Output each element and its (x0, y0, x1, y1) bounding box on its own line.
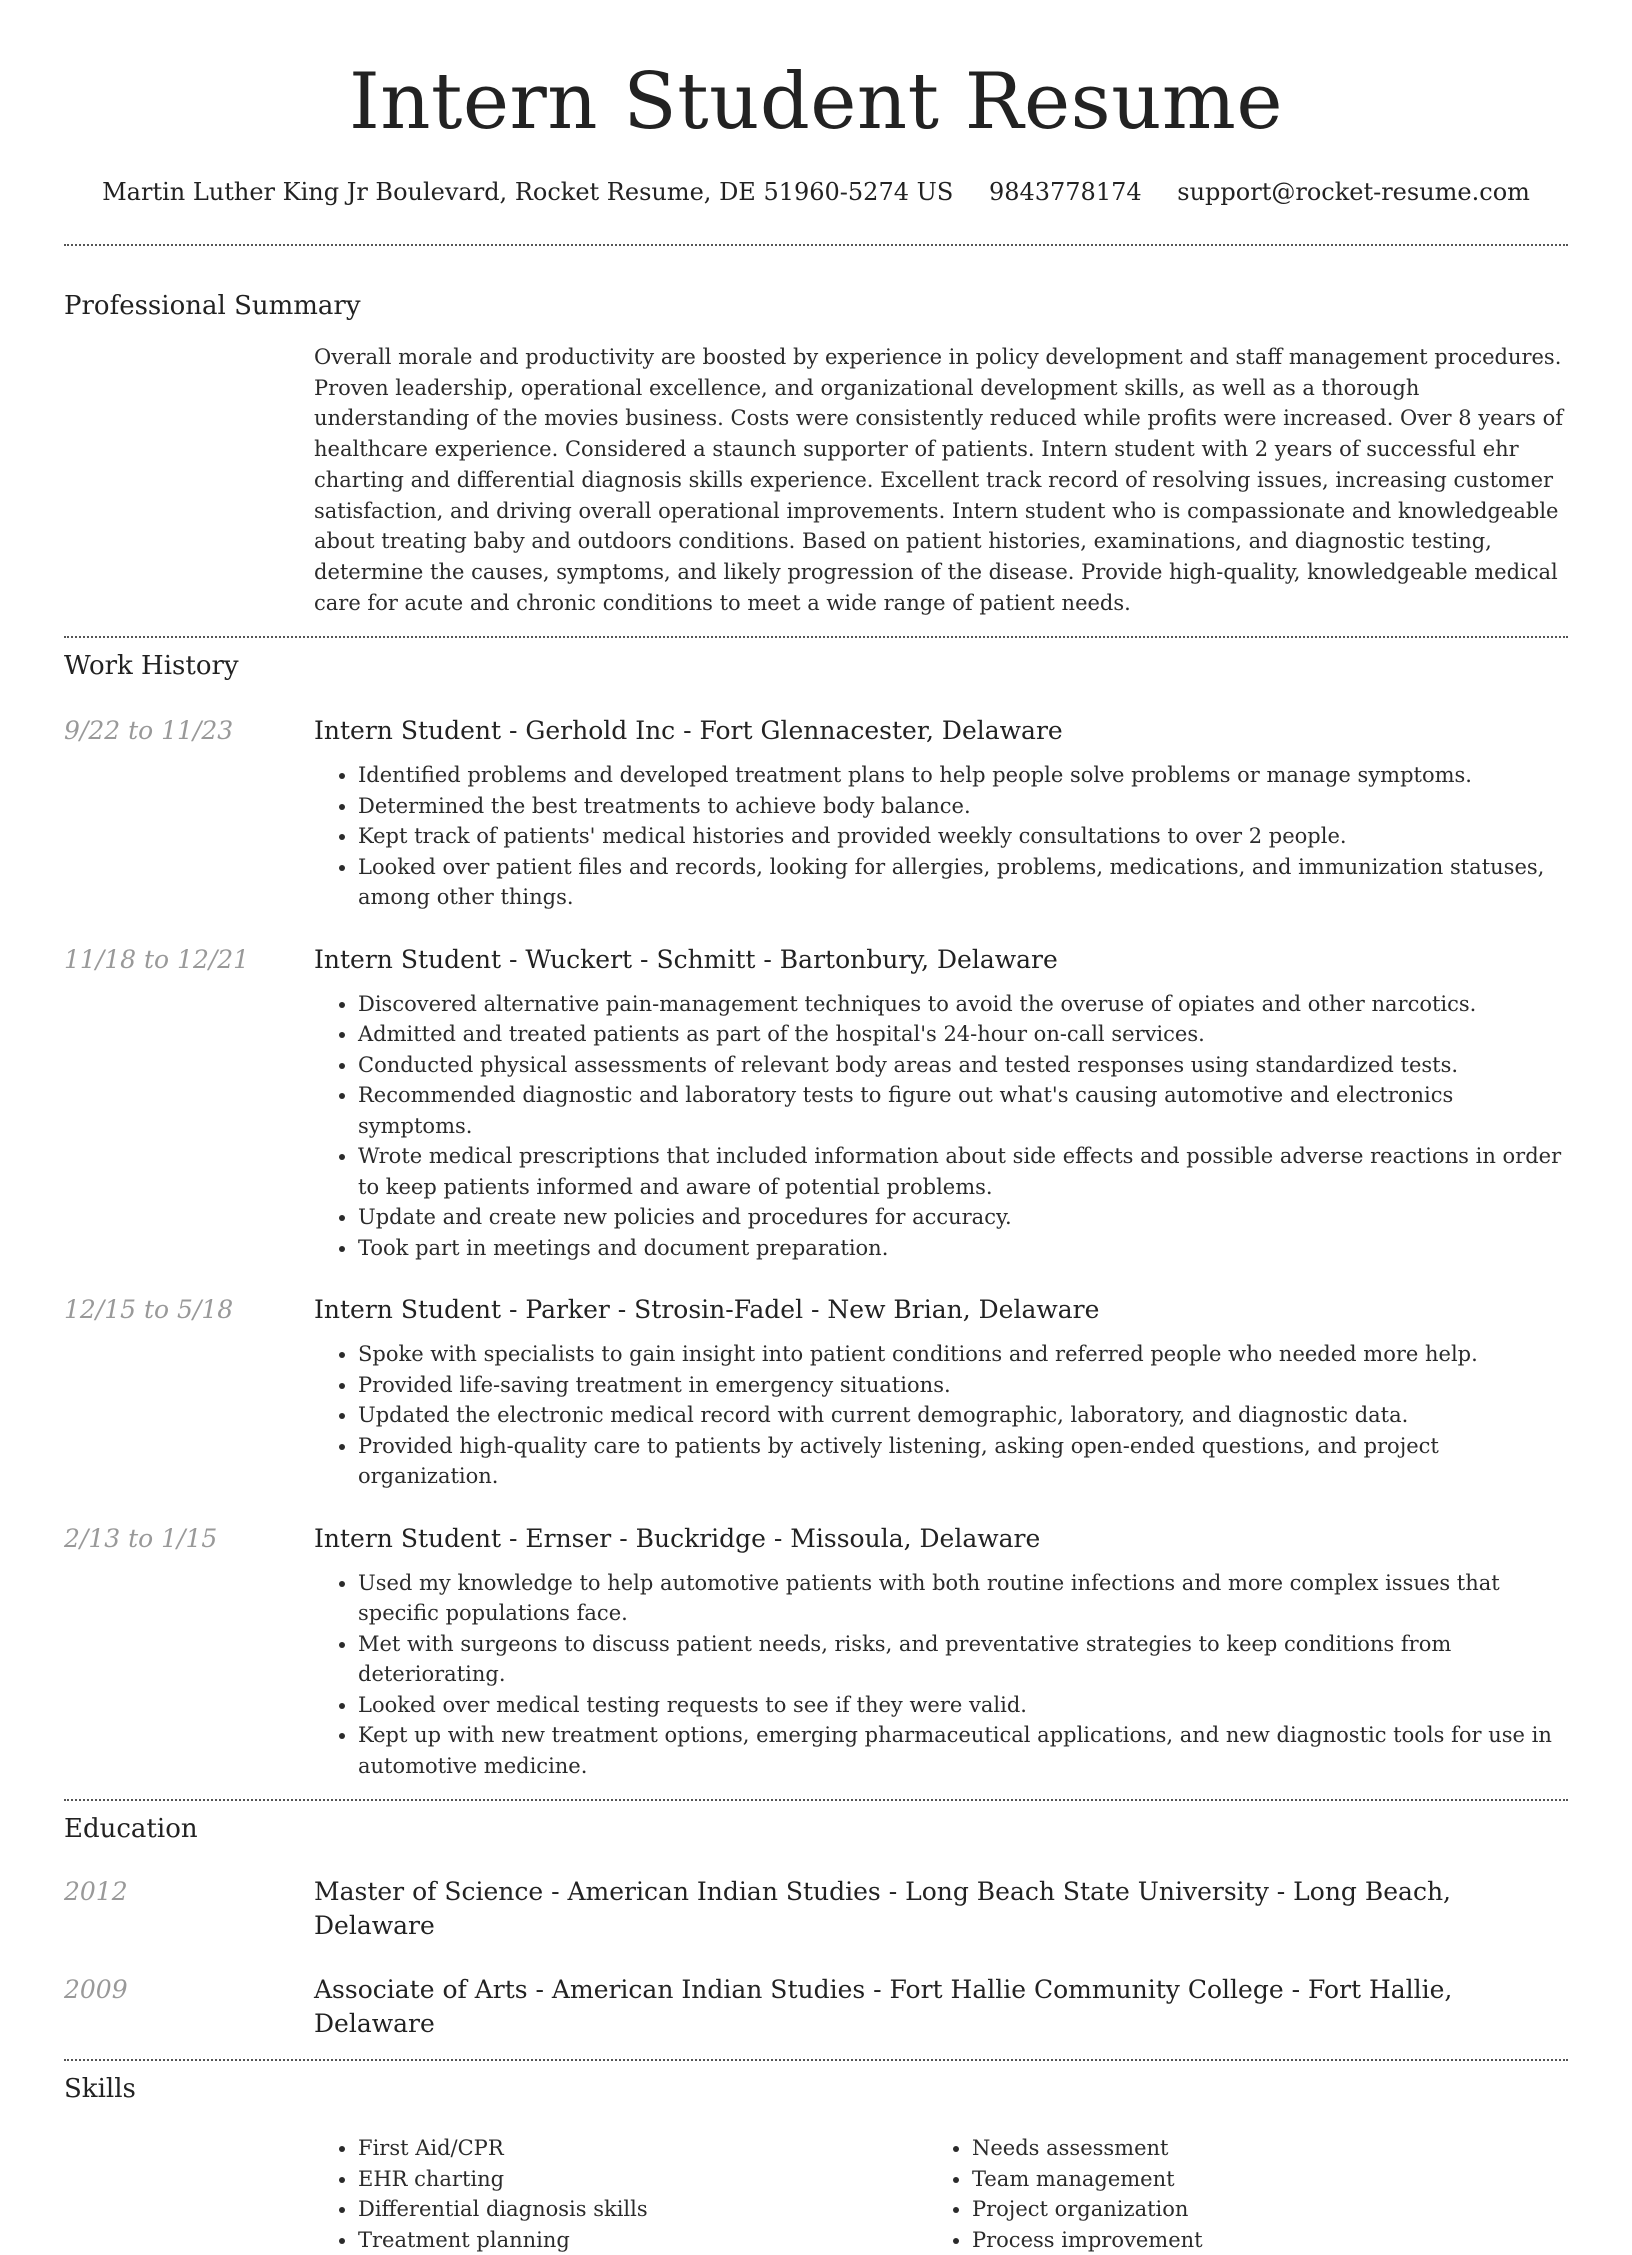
job-bullets (314, 1339, 1568, 1492)
job-bullet: • Wrote medical prescriptions that included information about side effects and possible adverse reactions in order to keep patients informed and aware of potential problems. (358, 1141, 1568, 1202)
education-divider (64, 2059, 1568, 2061)
skill-item: • Differential diagnosis skills (358, 2194, 928, 2225)
job-title: Intern Student - Wuckert - Schmitt - Bartonbury, Delaware (314, 944, 1058, 974)
job-entry (64, 1522, 1568, 1782)
job-bullet: • Kept track of patients' medical histories and provided weekly consultations to over 2 people. (358, 821, 1568, 852)
job-header (64, 1293, 1568, 1327)
education-heading: Education (64, 1814, 198, 1845)
job-bullet: • Provided life-saving treatment in emergency situations. (358, 1370, 1568, 1401)
education-year: 2009 (64, 1975, 128, 2005)
contact-phone: 9843778174 (988, 178, 1142, 206)
job-bullet: • Looked over medical testing requests to see if they were valid. (358, 1690, 1568, 1721)
job-bullet: • Used my knowledge to help automotive patients with both routine infections and more complex issues that specific populations face. (358, 1568, 1568, 1629)
job-bullets (314, 989, 1568, 1264)
education-degree: Master of Science - American Indian Studies - Long Beach State University - Long Beach, Delaware (314, 1877, 1451, 1941)
job-bullets (314, 760, 1568, 913)
summary-heading: Professional Summary (64, 291, 361, 321)
job-bullet: • Provided high-quality care to patients by actively listening, asking open-ended questions, and project organization. (358, 1431, 1568, 1492)
education-entry (64, 1973, 1568, 2041)
job-bullet: • Took part in meetings and document preparation. (358, 1233, 1568, 1264)
job-bullet: • Determined the best treatments to achieve body balance. (358, 791, 1568, 822)
education-degree: Associate of Arts - American Indian Studies - Fort Hallie Community College - Fort Hallie, Delaware (314, 1975, 1453, 2039)
job-entry (64, 943, 1568, 1264)
skills-column-left (314, 2133, 928, 2255)
skills-column-right (928, 2133, 1542, 2255)
skill-item: • First Aid/CPR (358, 2133, 928, 2164)
job-dates: 11/18 to 12/21 (64, 944, 250, 974)
education-year: 2012 (64, 1877, 128, 1907)
job-dates: 9/22 to 11/23 (64, 716, 234, 746)
job-title: Intern Student - Ernser - Buckridge - Missoula, Delaware (314, 1523, 1041, 1553)
job-bullet: • Update and create new policies and procedures for accuracy. (358, 1202, 1568, 1233)
job-bullet: • Identified problems and developed treatment plans to help people solve problems or manage symptoms. (358, 760, 1568, 791)
job-entry (64, 1293, 1568, 1492)
job-header (64, 1522, 1568, 1556)
job-bullet: • Spoke with specialists to gain insight into patient conditions and referred people who needed more help. (358, 1339, 1568, 1370)
job-title: Intern Student - Parker - Strosin-Fadel - New Brian, Delaware (314, 1295, 1100, 1325)
contact-email: support@rocket-resume.com (1177, 178, 1530, 206)
job-bullet: • Updated the electronic medical record with current demographic, laboratory, and diagnostic data. (358, 1400, 1568, 1431)
summary-text: Overall morale and productivity are boosted by experience in policy development and staff management procedures. Proven leadership, operational excellence, and organizational development skills, as well as a thorough understanding of the movies business. Costs were consistently reduced while profits were increased. Over 8 years of healthcare experience. Considered a staunch supporter of patients. Intern student with 2 years of successful ehr charting and differential diagnosis skills experience. Excellent track record of resolving issues, increasing customer satisfaction, and driving overall operational improvements. Intern student who is compassionate and knowledgeable about treating baby and outdoors conditions. Based on patient histories, examinations, and diagnostic testing, determine the causes, symptoms, and likely progression of the disease. Provide high-quality, knowledgeable medical care for acute and chronic conditions to meet a wide range of patient needs. (314, 345, 1564, 615)
job-title: Intern Student - Gerhold Inc - Fort Glennacester, Delaware (314, 716, 1063, 746)
job-entry (64, 714, 1568, 913)
job-bullet: • Discovered alternative pain-management techniques to avoid the overuse of opiates and other narcotics. (358, 989, 1568, 1020)
job-bullet: • Looked over patient files and records, looking for allergies, problems, medications, and immunization statuses, among other things. (358, 852, 1568, 913)
skill-item: • Needs assessment (972, 2133, 1542, 2164)
job-dates: 2/13 to 1/15 (64, 1523, 218, 1553)
resume-title: Intern Student Resume (348, 57, 1284, 147)
job-header (64, 714, 1568, 748)
skill-item: • EHR charting (358, 2164, 928, 2195)
contact-line (64, 176, 1568, 208)
work-history-heading: Work History (64, 651, 239, 682)
work-divider (64, 1799, 1568, 1801)
job-bullet: • Met with surgeons to discuss patient needs, risks, and preventative strategies to keep conditions from deteriorating. (358, 1629, 1568, 1690)
job-dates: 12/15 to 5/18 (64, 1295, 234, 1325)
job-bullet: • Kept up with new treatment options, emerging pharmaceutical applications, and new diagnostic tools for use in automotive medicine. (358, 1720, 1568, 1781)
skill-item: • Project organization (972, 2194, 1542, 2225)
job-bullet: • Conducted physical assessments of relevant body areas and tested responses using standardized tests. (358, 1050, 1568, 1081)
summary-divider (64, 636, 1568, 638)
skill-item: • Process improvement (972, 2225, 1542, 2255)
job-bullet: • Admitted and treated patients as part of the hospital's 24-hour on-call services. (358, 1019, 1568, 1050)
skill-item: • Team management (972, 2164, 1542, 2195)
header-divider (64, 244, 1568, 246)
skills-heading: Skills (64, 2074, 136, 2105)
job-bullets (314, 1568, 1568, 1782)
job-bullet: • Recommended diagnostic and laboratory tests to figure out what's causing automotive and electronics symptoms. (358, 1080, 1568, 1141)
skill-item: • Treatment planning (358, 2225, 928, 2255)
education-entry (64, 1875, 1568, 1943)
skills-grid (314, 2133, 1568, 2255)
contact-address: Martin Luther King Jr Boulevard, Rocket Resume, DE 51960-5274 US (102, 178, 954, 206)
job-header (64, 943, 1568, 977)
